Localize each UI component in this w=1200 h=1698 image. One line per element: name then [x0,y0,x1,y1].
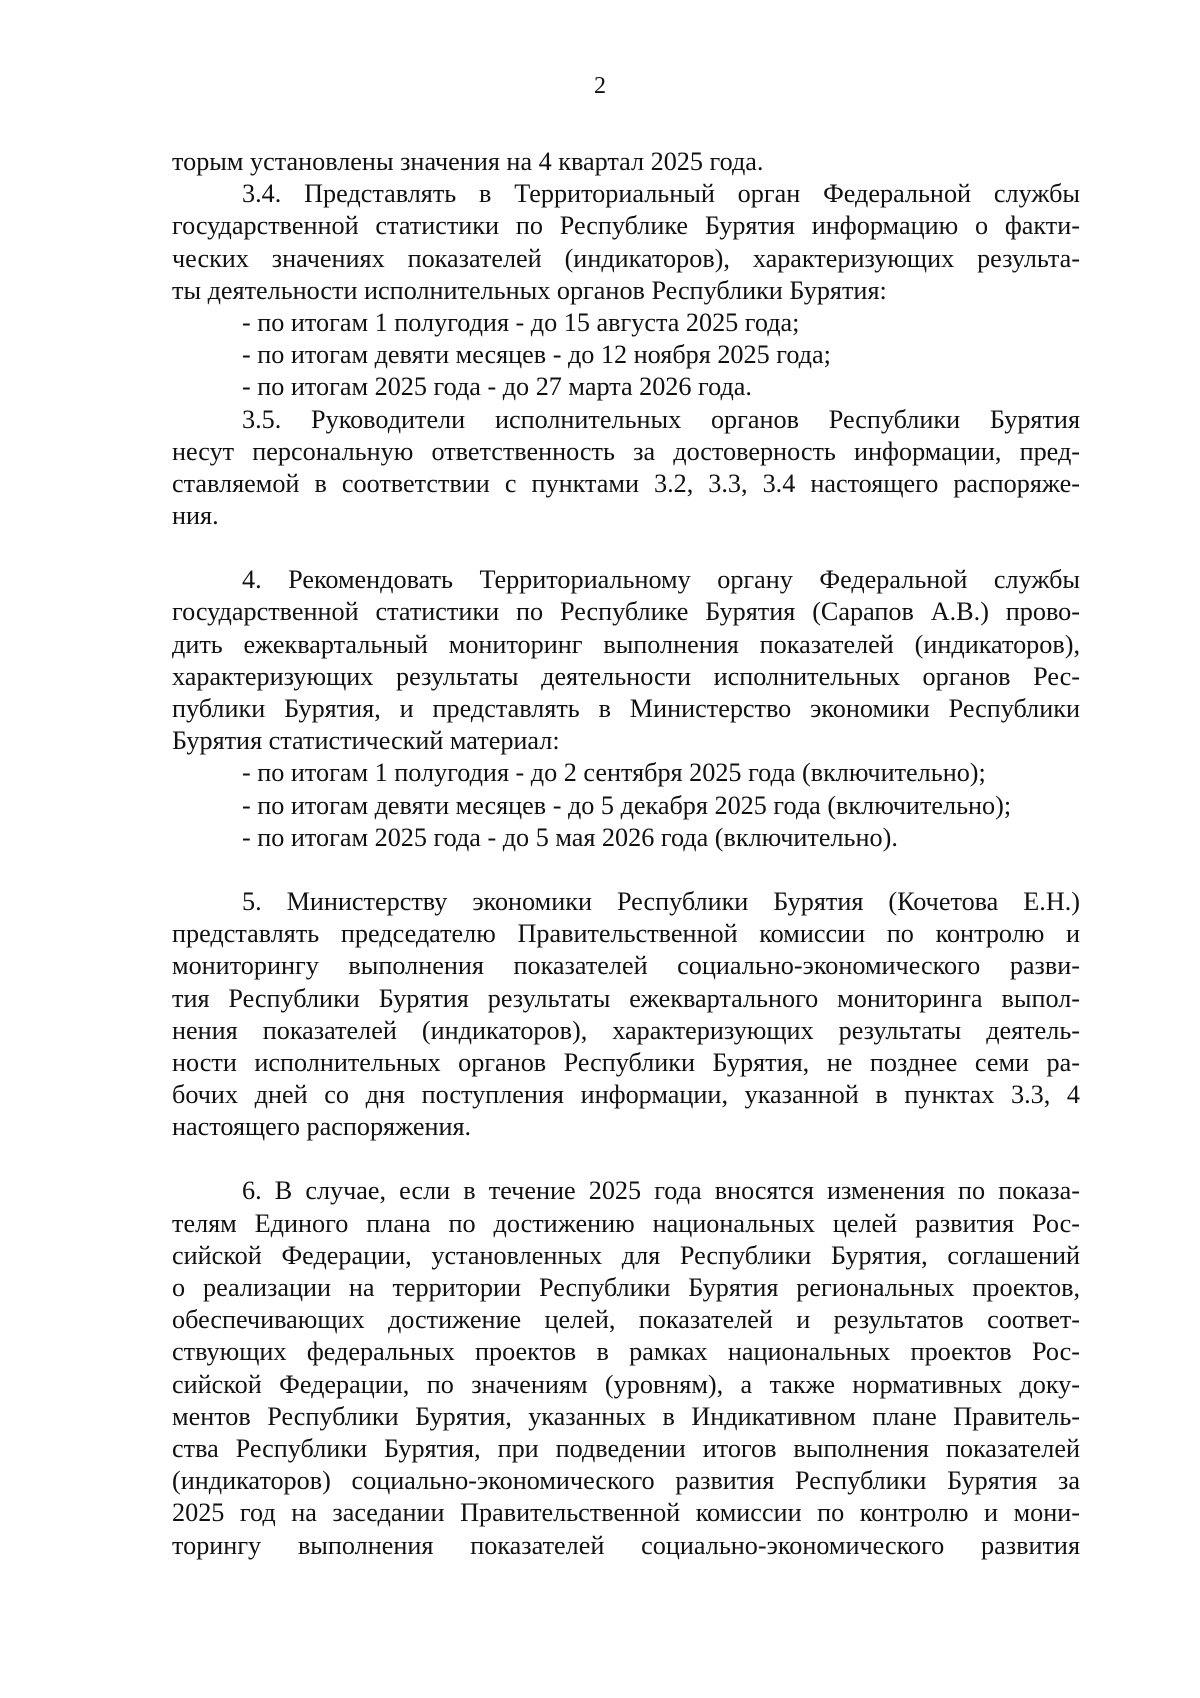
text-line: телям Единого плана по достижению национальных целей развития Рос- [172,1208,1080,1238]
text-line: сийской Федерации, по значениям (уровням), а также нормативных доку- [172,1369,1080,1399]
text-line: - по итогам 1 полугодия - до 15 августа 2025 года; [242,307,800,337]
text-line: нения показателей (индикаторов), характеризующих результаты деятель- [172,1015,1080,1045]
text-line: несут персональную ответственность за достоверность информации, пред- [172,436,1080,466]
paragraph-gap [172,854,1080,886]
text-line: ческих значениях показателей (индикаторов), характеризующих результа- [172,243,1080,273]
text-line: - по итогам девяти месяцев - до 12 ноября 2025 года; [242,340,831,370]
text-line: 3.4. Представлять в Территориальный орган Федеральной службы [242,179,1080,209]
paragraph-gap [172,532,1080,564]
text-line: о реализации на территории Республики Бурятия региональных проектов, [172,1273,1080,1302]
text-line: 5. Министерству экономики Республики Бурятия (Кочетова Е.Н.) [242,886,1080,916]
text-line: 4. Рекомендовать Территориальному органу Федеральной службы [242,565,1080,595]
text-line: - по итогам 2025 года - до 5 мая 2026 года (включительно). [242,822,898,852]
text-line: государственной статистики по Республике Бурятия (Сарапов А.В.) прово- [172,597,1080,627]
text-line: (индикаторов) социально-экономического развития Республики Бурятия за [172,1466,1080,1496]
text-line: настоящего распоряжения. [172,1112,472,1142]
text-line: бочих дней со дня поступления информации, указанной в пунктах 3.3, 4 [172,1080,1080,1110]
text-line: торингу выполнения показателей социально-экономического развития [172,1530,1080,1560]
text-line: 6. В случае, если в течение 2025 года вносятся изменения по показа- [242,1176,1080,1206]
text-line: ния. [172,501,219,531]
text-line: ставляемой в соответствии с пунктами 3.2, 3.3, 3.4 настоящего распоряже- [172,468,1080,498]
text-line: обеспечивающих достижение целей, показателей и результатов соответ- [172,1305,1080,1335]
text-line: представлять председателю Правительственной комиссии по контролю и [172,919,1080,949]
text-line: торым установлены значения на 4 квартал 2025 года. [172,147,764,176]
text-line: государственной статистики по Республике Бурятия информацию о факти- [172,211,1080,241]
text-line: сийской Федерации, установленных для Республики Бурятия, соглашений [172,1240,1080,1270]
text-line: 3.5. Руководители исполнительных органов Республики Бурятия [242,404,1080,434]
text-line: ты деятельности исполнительных органов Республики Бурятия: [172,275,887,305]
text-line: тия Республики Бурятия результаты ежеквартального мониторинга выпол- [172,983,1080,1013]
document-body [172,146,1080,1562]
text-line: ства Республики Бурятия, при подведении итогов выполнения показателей [172,1433,1080,1463]
text-line: ментов Республики Бурятия, указанных в Индикативном плане Правитель- [172,1401,1080,1431]
text-line: - по итогам девяти месяцев - до 5 декабря 2025 года (включительно); [242,790,1012,820]
text-line: дить ежеквартальный мониторинг выполнения показателей (индикаторов), [172,629,1080,659]
text-line: публики Бурятия, и представлять в Министерство экономики Республики [172,694,1080,723]
text-line: Бурятия статистический материал: [172,726,560,756]
paragraph-gap [172,1143,1080,1175]
text-line: ствующих федеральных проектов в рамках национальных проектов Рос- [172,1337,1080,1367]
text-line: - по итогам 1 полугодия - до 2 сентября 2025 года (включительно); [242,758,986,788]
text-line: мониторингу выполнения показателей социально-экономического разви- [172,951,1080,981]
text-line: - по итогам 2025 года - до 27 марта 2026 года. [242,372,752,402]
text-line: ности исполнительных органов Республики Бурятия, не позднее семи ра- [172,1047,1080,1077]
page-number: 2 [594,73,606,99]
text-line: 2025 год на заседании Правительственной комиссии по контролю и мони- [172,1498,1080,1528]
text-line: характеризующих результаты деятельности исполнительных органов Рес- [172,661,1080,691]
